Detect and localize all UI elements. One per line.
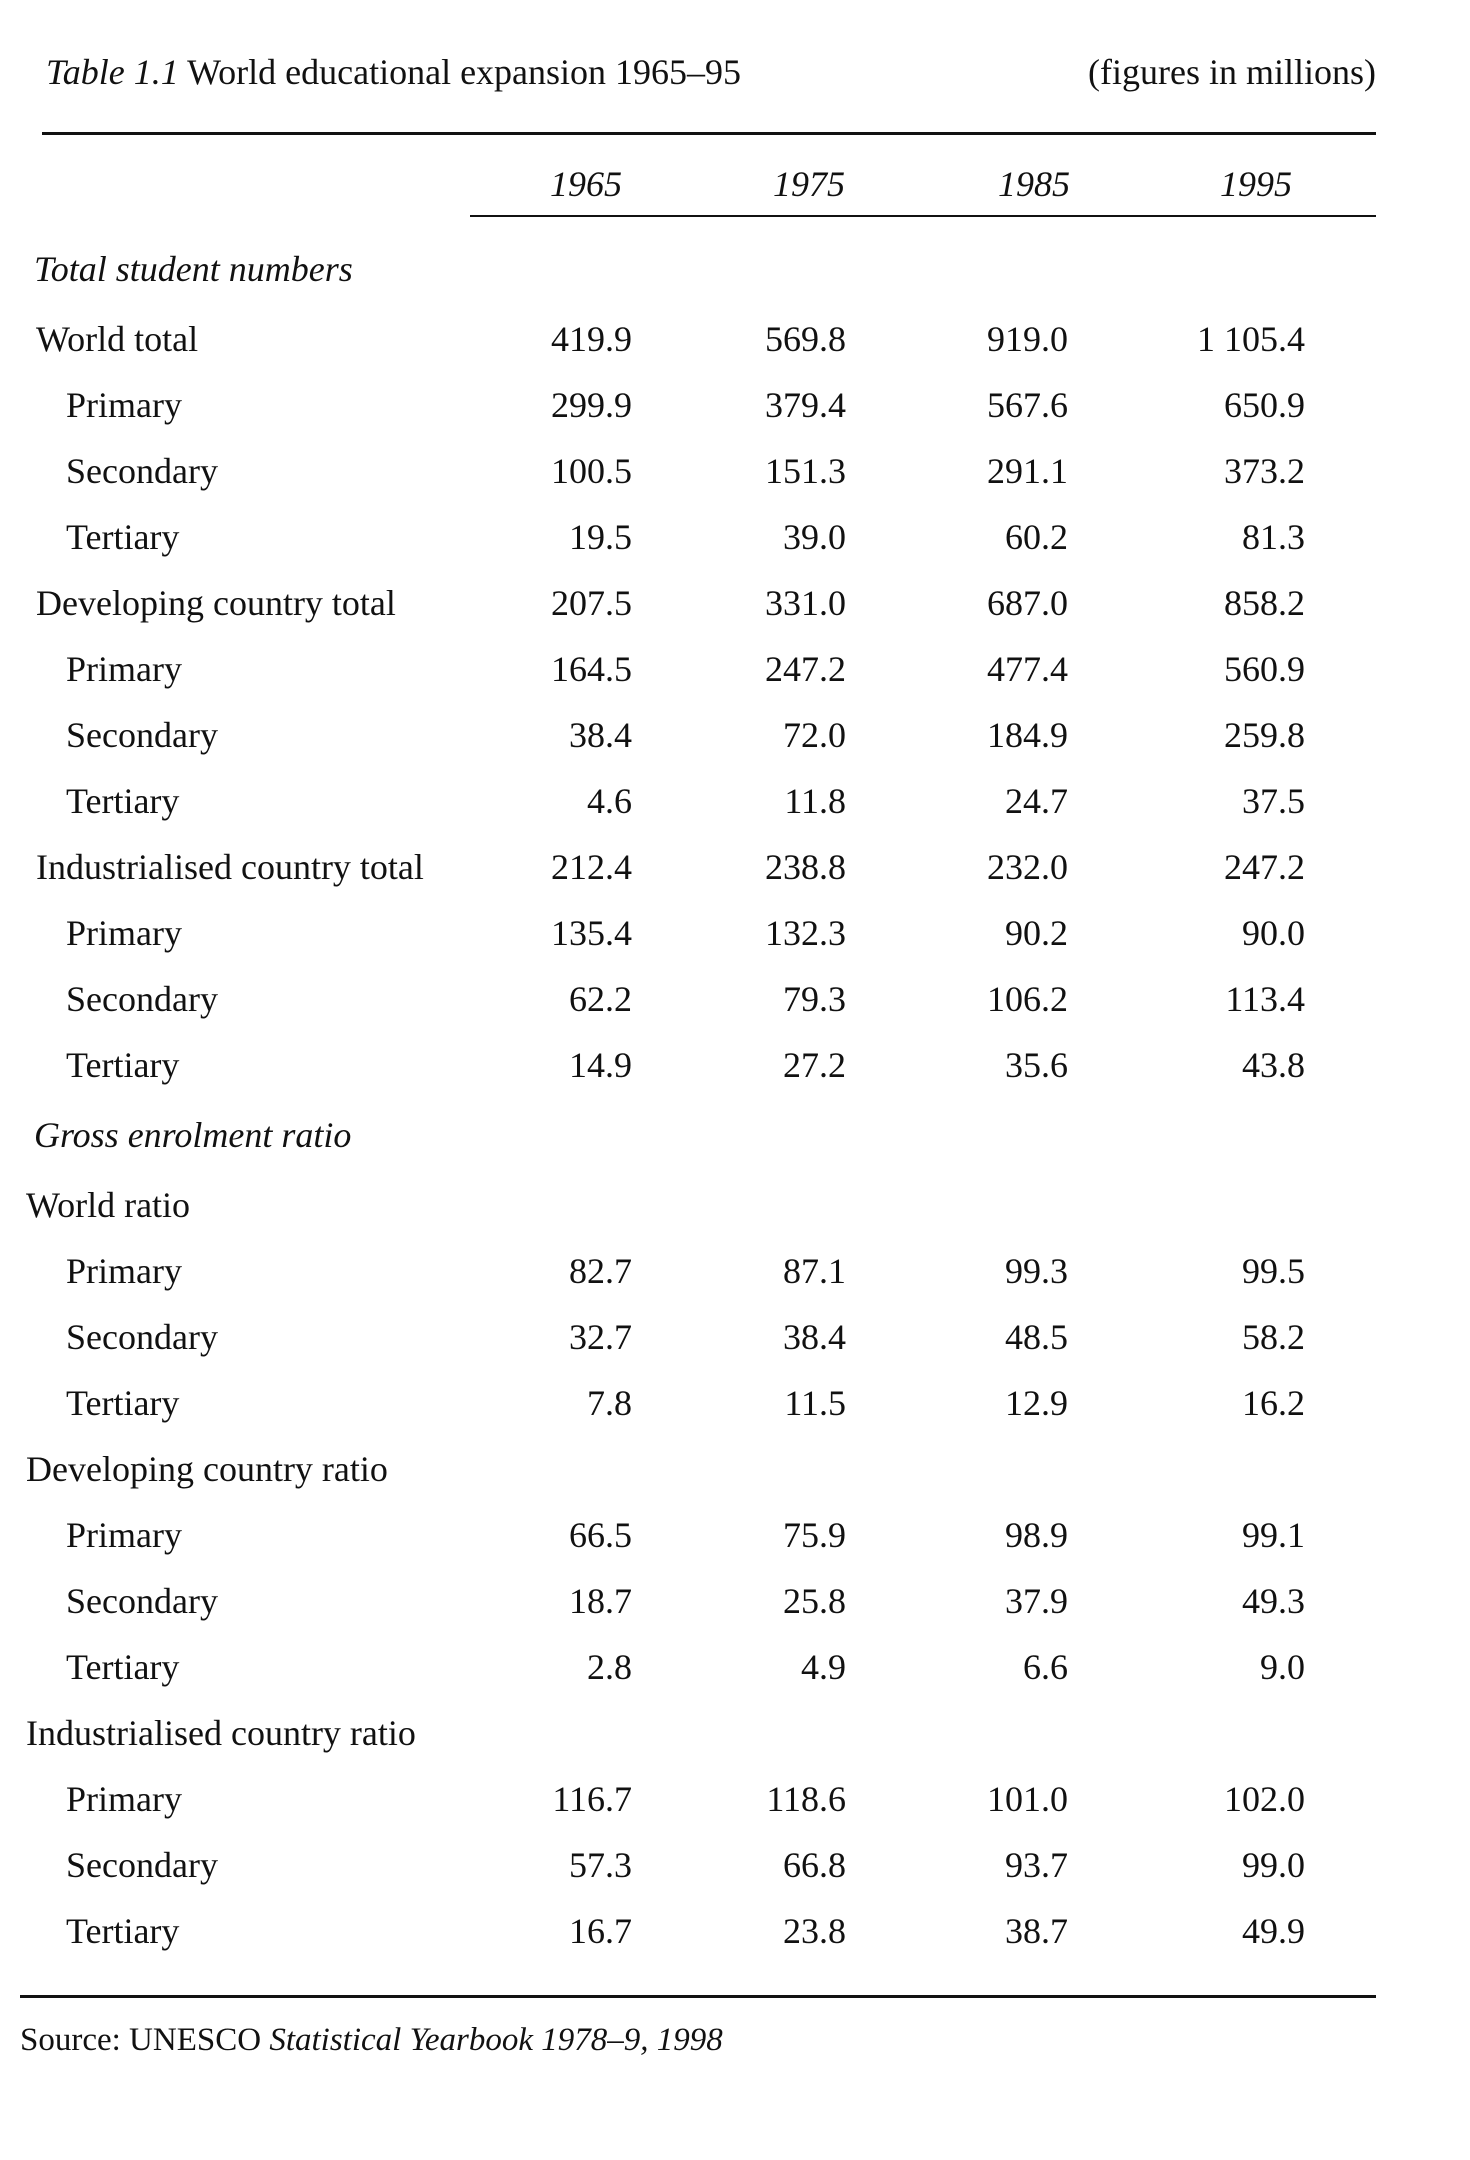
table-row [0,1172,1470,1238]
table-row [0,1436,1470,1502]
top-rule [42,132,1376,135]
table-cell: 81.3 [1242,517,1305,557]
table-cell: 79.3 [783,979,846,1019]
section-heading: Gross enrolment ratio [34,1115,352,1155]
table-cell: 291.1 [987,451,1068,491]
table-cell: 37.9 [1005,1581,1068,1621]
column-header-year: 1965 [550,164,622,204]
table-cell: 4.6 [587,781,632,821]
row-label: Tertiary [66,1911,180,1951]
table-cell: 82.7 [569,1251,632,1291]
table-cell: 9.0 [1260,1647,1305,1687]
table-cell: 90.2 [1005,913,1068,953]
table-cell: 58.2 [1242,1317,1305,1357]
table-cell: 116.7 [552,1779,632,1819]
source-title: Statistical Yearbook 1978–9, 1998 [269,2022,723,2058]
table-cell: 32.7 [569,1317,632,1357]
table-cell: 98.9 [1005,1515,1068,1555]
source-prefix: Source: UNESCO [20,2022,270,2058]
row-label: Secondary [66,979,218,1019]
table-cell: 100.5 [551,451,632,491]
row-label: Primary [66,385,182,425]
table-cell: 101.0 [987,1779,1068,1819]
table-cell: 650.9 [1224,385,1305,425]
table-cell: 16.7 [569,1911,632,1951]
table-row [0,1032,1470,1098]
table-cell: 379.4 [765,385,846,425]
row-label: Developing country total [36,583,396,623]
table-cell: 687.0 [987,583,1068,623]
table-cell: 331.0 [765,583,846,623]
row-label: World ratio [26,1185,191,1225]
table-row [0,1634,1470,1700]
table-cell: 6.6 [1023,1647,1068,1687]
table-row [0,570,1470,636]
table-cell: 151.3 [765,451,846,491]
row-label: Primary [66,1515,182,1555]
table-cell: 37.5 [1242,781,1305,821]
table-label: Table 1.1 [46,52,179,92]
table-cell: 373.2 [1224,451,1305,491]
column-header-year: 1975 [773,164,845,204]
table-cell: 858.2 [1224,583,1305,623]
table-cell: 75.9 [783,1515,846,1555]
section-heading-row [0,232,1470,306]
table-cell: 43.8 [1242,1045,1305,1085]
table-cell: 259.8 [1224,715,1305,755]
table-cell: 184.9 [987,715,1068,755]
table-cell: 1 105.4 [1197,319,1305,359]
row-label: Primary [66,1251,182,1291]
table-row [0,1304,1470,1370]
table-cell: 99.0 [1242,1845,1305,1885]
row-label: Primary [66,913,182,953]
table-cell: 35.6 [1005,1045,1068,1085]
table-cell: 118.6 [766,1779,846,1819]
table-cell: 87.1 [783,1251,846,1291]
table-caption [46,44,1376,100]
section-heading-row [0,1098,1470,1172]
table-cell: 106.2 [987,979,1068,1019]
table-cell: 39.0 [783,517,846,557]
table-cell: 57.3 [569,1845,632,1885]
table-cell: 99.5 [1242,1251,1305,1291]
table-row [0,1700,1470,1766]
table-cell: 419.9 [551,319,632,359]
table-cell: 135.4 [551,913,632,953]
table-cell: 207.5 [551,583,632,623]
table-row [0,1502,1470,1568]
table-cell: 49.9 [1242,1911,1305,1951]
table-cell: 102.0 [1224,1779,1305,1819]
table-cell: 62.2 [569,979,632,1019]
table-cell: 27.2 [783,1045,846,1085]
table-cell: 38.4 [783,1317,846,1357]
table-cell: 2.8 [587,1647,632,1687]
table-row [0,1568,1470,1634]
table-cell: 38.4 [569,715,632,755]
table-cell: 132.3 [765,913,846,953]
column-header-year: 1985 [998,164,1070,204]
table-cell: 11.8 [784,781,846,821]
source-note [20,2015,723,2065]
table-row [0,1238,1470,1304]
table-row [0,900,1470,966]
row-label: Tertiary [66,1647,180,1687]
table-cell: 19.5 [569,517,632,557]
table-cell: 99.3 [1005,1251,1068,1291]
table-cell: 99.1 [1242,1515,1305,1555]
table-cell: 238.8 [765,847,846,887]
table-row [0,834,1470,900]
table-row [0,504,1470,570]
row-label: Tertiary [66,1045,180,1085]
table-row [0,702,1470,768]
row-label: Secondary [66,715,218,755]
table-cell: 569.8 [765,319,846,359]
table-cell: 247.2 [1224,847,1305,887]
table-row [0,438,1470,504]
table-cell: 212.4 [551,847,632,887]
bottom-rule [20,1995,1376,1998]
table-row [0,372,1470,438]
row-label: Industrialised country ratio [26,1713,416,1753]
row-label: Primary [66,649,182,689]
row-label: World total [36,319,199,359]
table-cell: 477.4 [987,649,1068,689]
table-cell: 90.0 [1242,913,1305,953]
table-cell: 38.7 [1005,1911,1068,1951]
table-cell: 299.9 [551,385,632,425]
table-body [0,232,1470,1964]
table-cell: 7.8 [587,1383,632,1423]
row-label: Secondary [66,1581,218,1621]
row-label: Tertiary [66,517,180,557]
row-label: Developing country ratio [26,1449,388,1489]
table-cell: 16.2 [1242,1383,1305,1423]
table-cell: 113.4 [1225,979,1305,1019]
table-row [0,1766,1470,1832]
table-row [0,306,1470,372]
row-label: Tertiary [66,781,180,821]
table-cell: 11.5 [784,1383,846,1423]
row-label: Tertiary [66,1383,180,1423]
table-cell: 66.5 [569,1515,632,1555]
table-cell: 93.7 [1005,1845,1068,1885]
table-cell: 247.2 [765,649,846,689]
row-label: Industrialised country total [36,847,424,887]
row-label: Secondary [66,1845,218,1885]
table-cell: 4.9 [801,1647,846,1687]
table-cell: 232.0 [987,847,1068,887]
row-label: Primary [66,1779,182,1819]
table-row [0,966,1470,1032]
table-cell: 49.3 [1242,1581,1305,1621]
table-cell: 48.5 [1005,1317,1068,1357]
table-cell: 23.8 [783,1911,846,1951]
table-cell: 919.0 [987,319,1068,359]
table-units: (figures in millions) [1088,52,1376,92]
row-label: Secondary [66,1317,218,1357]
row-label: Secondary [66,451,218,491]
table-cell: 560.9 [1224,649,1305,689]
table-row [0,768,1470,834]
table-cell: 18.7 [569,1581,632,1621]
header-rule [470,215,1376,217]
table-row [0,1370,1470,1436]
table-row [0,1898,1470,1964]
table-title: World educational expansion 1965–95 [187,52,742,92]
table-cell: 60.2 [1005,517,1068,557]
table-cell: 66.8 [783,1845,846,1885]
table-cell: 25.8 [783,1581,846,1621]
table-row [0,636,1470,702]
section-heading: Total student numbers [34,249,353,289]
table-cell: 14.9 [569,1045,632,1085]
table-cell: 12.9 [1005,1383,1068,1423]
table-cell: 164.5 [551,649,632,689]
table-cell: 567.6 [987,385,1068,425]
table-cell: 24.7 [1005,781,1068,821]
table-row [0,1832,1470,1898]
column-header-year: 1995 [1220,164,1292,204]
table-cell: 72.0 [783,715,846,755]
